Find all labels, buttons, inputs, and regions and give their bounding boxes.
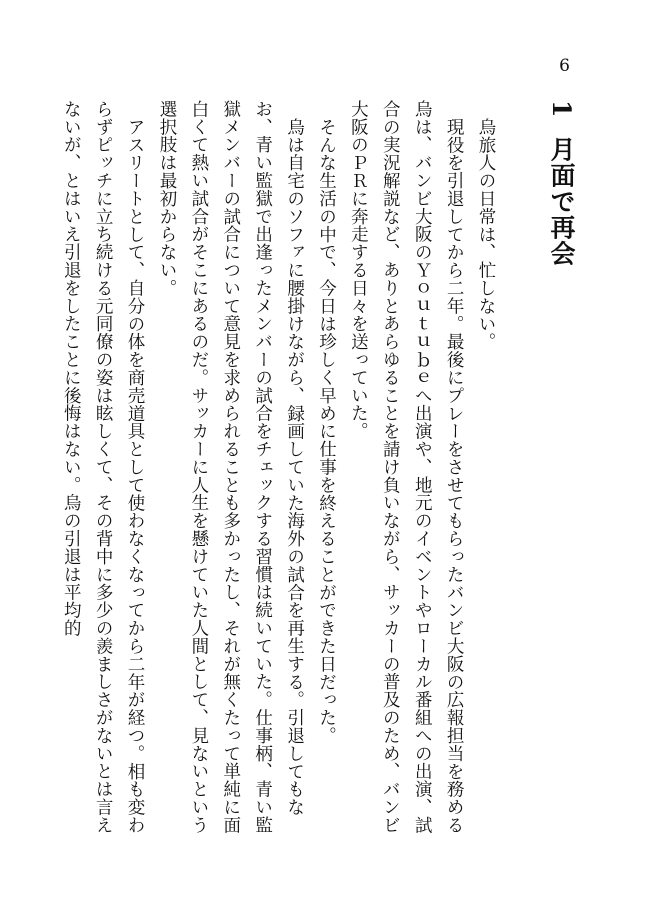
paragraph: 烏は自宅のソファに腰掛けながら、録画していた海外の試合を再生する。引退してもなお、青い監獄で出逢ったメンバーの試合をチェックする習慣は続いていた。仕事柄、青い監獄メンバーの試合について意見を求められることも多かったし、それが無くたって単純に面白くて熱い試合がそこにあるのだ。サッカーに人生を懸けていた人間として、見ないという選択肢は最初からない。 xyxy=(156,100,305,834)
chapter-title: 月面で再会 xyxy=(547,136,576,267)
paragraph: 現役を引退してから二年。最後にプレーをさせてもらったバンビ大阪の広報担当を務める烏は、バンビ大阪のＹｏｕｔｕｂｅへ出演や、地元のイベントやローカル番組への出演、試合の実況解説など、ありとあらゆることを請け負いながら、サッカーの普及のため、バンビ大阪のＰＲに奔走する日々を送っていた。 xyxy=(348,100,465,834)
chapter-heading xyxy=(546,100,576,266)
paragraph: そんな生活の中で、今日は珍しく早めに仕事を終えることができた日だった。 xyxy=(316,117,337,744)
page-number: 6 xyxy=(559,56,570,76)
chapter-number: 1 xyxy=(547,100,576,119)
paragraph: 烏旅人の日常は、忙しない。 xyxy=(476,117,496,351)
paragraph: アスリートとして、自分の体を商売道具として使わなくなってから二年が経つ。相も変わらずピッチに立ち続ける元同僚の姿は眩しくて、その背中に多少の羨ましさがないとは言えないが、とはいえ引退をしたことに後悔はない。烏の引退は平均的 xyxy=(61,100,146,834)
body-text xyxy=(61,100,501,840)
